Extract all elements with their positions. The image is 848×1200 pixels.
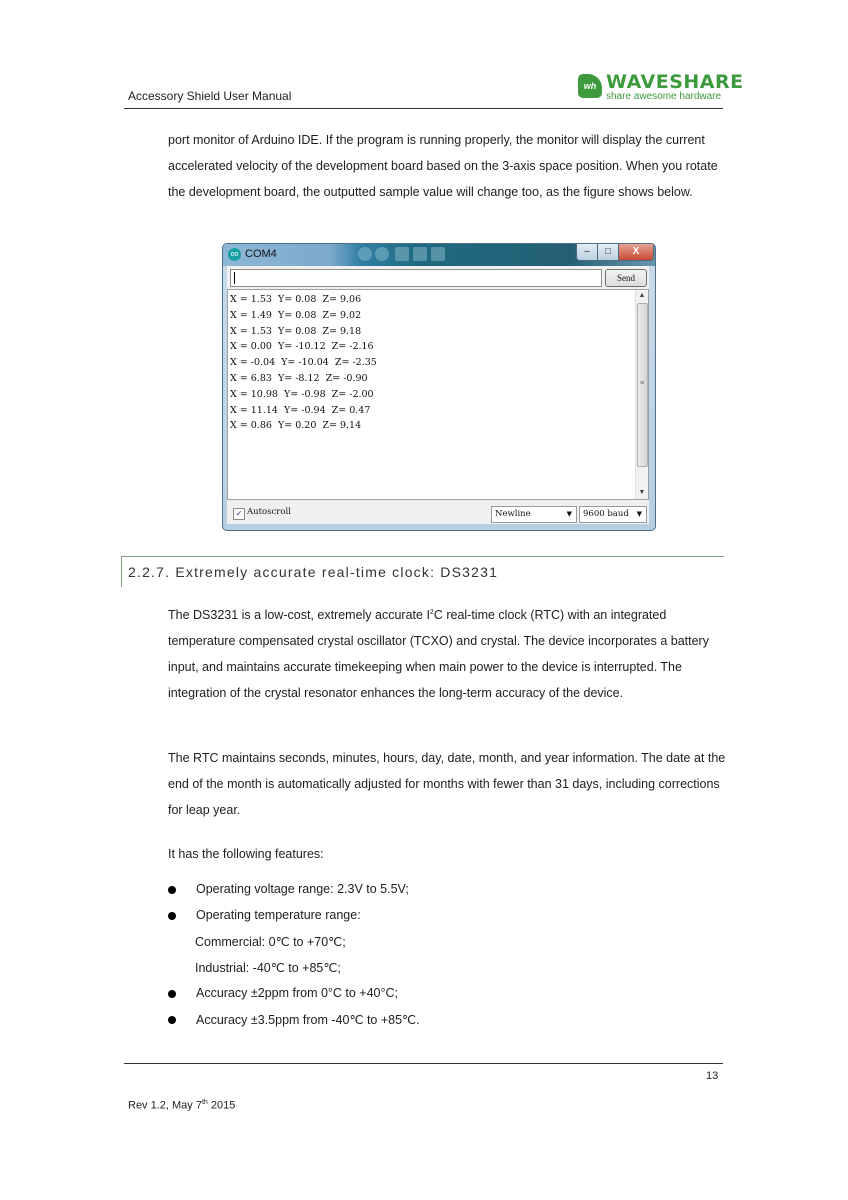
autoscroll-checkbox[interactable]: ✓: [233, 508, 245, 520]
minimize-button[interactable]: –: [576, 244, 598, 261]
serial-output-area[interactable]: [227, 289, 649, 500]
paragraph-text: C real-time clock (RTC) with an integrated temperature compensated crystal oscillator (TCXO) and crystal. The device incorporates a battery input, and maintains accurate timekeeping when main power to the device is interrupted. The integration of the crystal resonator enhances the long-term accuracy of the device.: [168, 608, 709, 701]
revision-text: Rev 1.2, May 7: [128, 1099, 202, 1112]
text-caret: [234, 272, 235, 284]
close-button[interactable]: X: [618, 244, 654, 261]
waveshare-logo: [578, 71, 744, 104]
scrollbar-thumb[interactable]: [637, 303, 648, 467]
superscript: 2: [429, 609, 434, 616]
serial-output-line: X = 1.49 Y= 0.08 Z= 9.02: [230, 309, 362, 321]
rtc-paragraph: The RTC maintains seconds, minutes, hours, day, date, month, and year information. The date at the end of the month is automatically adjusted for months with fewer than 31 days, including corrections for leap year.: [168, 751, 726, 817]
feature-text: Accuracy ±2ppm from 0°C to +40°C;: [196, 986, 399, 1000]
window-client-area: [227, 266, 649, 524]
line-ending-select[interactable]: [491, 506, 577, 523]
feature-text: Operating temperature range:: [196, 908, 361, 922]
chevron-down-icon: ▼: [636, 510, 642, 518]
bullet-icon: [168, 990, 176, 998]
serial-output-line: X = 10.98 Y= -0.98 Z= -2.00: [230, 388, 374, 400]
document-header-title: Accessory Shield User Manual: [128, 89, 292, 103]
bullet-icon: [168, 912, 176, 920]
logo-badge-icon: wh: [578, 74, 602, 98]
paragraph-text: The DS3231 is a low-cost, extremely accurate I: [168, 608, 430, 623]
serial-output-lines: [230, 292, 377, 434]
arduino-icon: oo: [228, 248, 241, 261]
scroll-down-arrow-icon[interactable]: ▼: [638, 489, 646, 496]
background-blur-decoration: [375, 247, 389, 261]
superscript: th: [201, 1099, 208, 1106]
section-heading: [128, 564, 498, 580]
serial-output-line: X = 6.83 Y= -8.12 Z= -0.90: [230, 372, 368, 384]
window-title: COM4: [245, 248, 277, 260]
grip-icon: ≡: [640, 380, 645, 387]
serial-output-line: X = 0.86 Y= 0.20 Z= 9.14: [230, 420, 362, 432]
section-number: 2.2.7.: [128, 564, 171, 580]
header-divider: [124, 108, 723, 109]
window-titlebar[interactable]: [223, 244, 655, 266]
serial-monitor-window: [222, 243, 656, 531]
autoscroll-label: Autoscroll: [247, 507, 291, 517]
baud-rate-value: 9600 baud: [583, 509, 629, 519]
serial-output-line: X = 0.00 Y= -10.12 Z= -2.16: [230, 341, 374, 353]
intro-paragraph: port monitor of Arduino IDE. If the program is running properly, the monitor will display the current accelerated velocity of the development board based on the 3-axis space position. When you rotate the development board, the outputted sample value will change too, as the figure shows below.: [168, 133, 718, 199]
revision-note: [128, 1099, 235, 1112]
bullet-icon: [168, 886, 176, 894]
revision-text: 2015: [207, 1099, 236, 1112]
feature-subitem: Industrial: -40℃ to +85℃;: [195, 961, 341, 975]
background-blur-decoration: [431, 247, 445, 261]
ds3231-description-paragraph: [168, 600, 728, 706]
serial-output-line: X = 1.53 Y= 0.08 Z= 9.06: [230, 294, 362, 305]
line-ending-value: Newline: [495, 509, 531, 519]
scroll-up-arrow-icon[interactable]: ▲: [638, 292, 646, 299]
footer-divider: [124, 1063, 723, 1064]
feature-text: Accuracy ±3.5ppm from -40℃ to +85℃.: [196, 1013, 420, 1027]
background-blur-decoration: [358, 247, 372, 261]
vertical-scrollbar[interactable]: [635, 290, 648, 499]
feature-subitem: Commercial: 0℃ to +70℃;: [195, 935, 346, 949]
page-number: 13: [706, 1070, 719, 1082]
maximize-button[interactable]: □: [597, 244, 619, 261]
serial-send-input[interactable]: [230, 269, 602, 287]
serial-output-line: X = 11.14 Y= -0.94 Z= 0.47: [230, 404, 371, 416]
section-title: Extremely accurate real-time clock: DS3231: [175, 564, 499, 580]
background-blur-decoration: [395, 247, 409, 261]
serial-output-line: X = 1.53 Y= 0.08 Z= 9.18: [230, 325, 362, 337]
bullet-icon: [168, 1016, 176, 1024]
feature-text: Operating voltage range: 2.3V to 5.5V;: [196, 882, 409, 896]
features-intro: It has the following features:: [168, 847, 324, 861]
send-button[interactable]: Send: [605, 269, 647, 287]
chevron-down-icon: ▼: [566, 510, 572, 518]
baud-rate-select[interactable]: [579, 506, 647, 523]
background-blur-decoration: [413, 247, 427, 261]
logo-wordmark: WAVESHARE: [606, 71, 744, 93]
logo-tagline: share awesome hardware: [606, 91, 722, 102]
serial-output-line: X = -0.04 Y= -10.04 Z= -2.35: [230, 357, 377, 369]
